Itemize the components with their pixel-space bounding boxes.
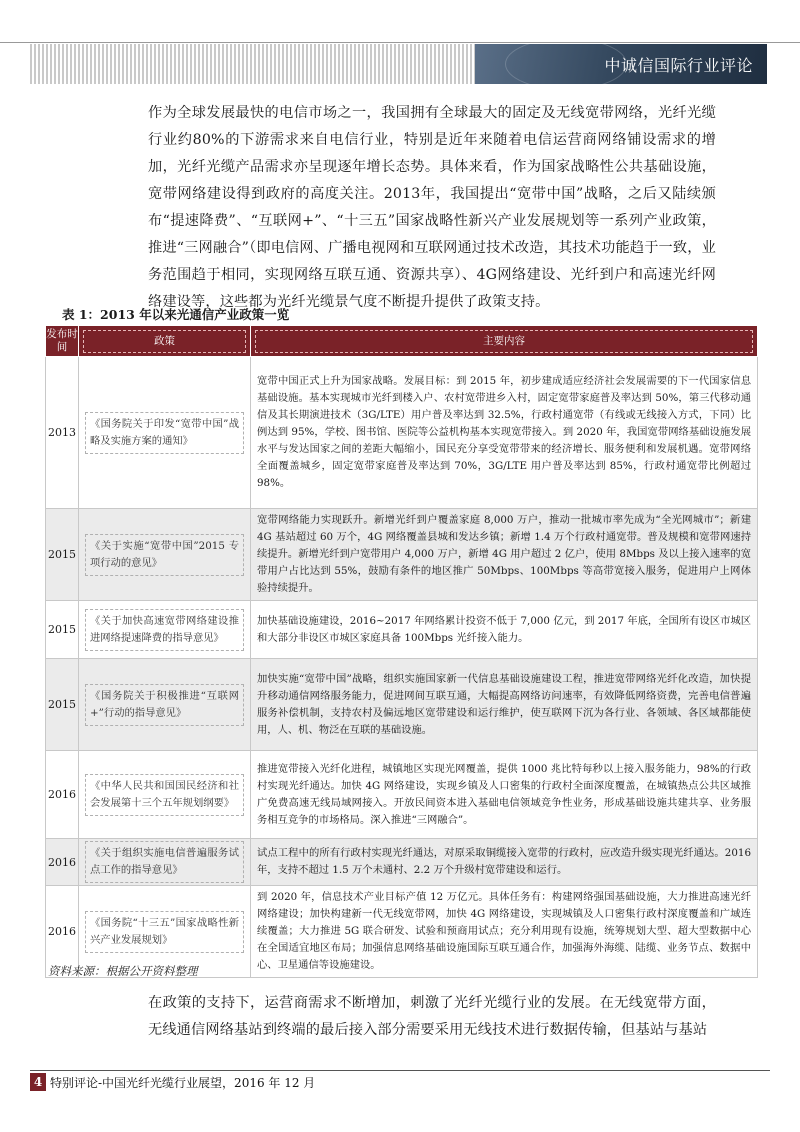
row-content: 加快基础设施建设，2016~2017 年网络累计投资不低于 7,000 亿元，到 2017 年底，全国所有设区市城区和大部分非设区市城区家庭具备 100Mbps 光纤接入能力。 [251, 601, 758, 659]
table-title: 表 1：2013 年以来光通信产业政策一览 [62, 307, 290, 322]
row-policy [79, 751, 251, 839]
header-content [251, 326, 758, 357]
row-content: 加快实施“宽带中国”战略，组织实施国家新一代信息基础设施建设工程，推进宽带网络光纤化改造，加快提升移动通信网络服务能力，促进网间互联互通，大幅提高网络访问速率，有效降低网络资费，完善电信普遍服务补偿机制，支持农村及偏远地区宽带建设和运行维护，使互联网下沉为各行业、各领域、各区域都能使用，人、机、物泛在互联的基础设施。 [251, 659, 758, 751]
row-year: 2013 [46, 357, 79, 509]
table-row [46, 509, 758, 601]
row-year: 2016 [46, 751, 79, 839]
row-content: 试点工程中的所有行政村实现光纤通达，对原采取铜缆接入宽带的行政村，应改造升级实现光纤通达。2016 年，支持不超过 1.5 万个未通村、2.2 万个升级村宽带建设和运行。 [251, 839, 758, 886]
row-policy [79, 659, 251, 751]
table-header-row [46, 326, 758, 357]
row-policy-text: 《关于实施“宽带中国”2015 专项行动的意见》 [85, 534, 244, 576]
row-policy-text: 《国务院关于印发“宽带中国”战略及实施方案的通知》 [85, 412, 244, 454]
footer-text: 特别评论-中国光纤光缆行业展望，2016 年 12 月 [50, 1076, 316, 1090]
row-policy [79, 839, 251, 886]
row-content: 推进宽带接入光纤化进程，城镇地区实现光网覆盖，提供 1000 兆比特每秒以上接入服务能力，98%的行政村实现光纤通达。加快 4G 网络建设，实现乡镇及人口密集的行政村全面深度覆盖，在城镇热点公共区域推广免费高速无线局域网接入。开放民间资本进入基础电信领域竞争性业务，形成基础设施共建共享、业务服务相互竞争的市场格局。深入推进“三网融合”。 [251, 751, 758, 839]
page-number: 4 [30, 1073, 46, 1091]
row-policy [79, 509, 251, 601]
policy-table [45, 325, 758, 978]
header-stripes [30, 44, 475, 84]
header-title: 中诚信国际行业评论 [604, 56, 753, 75]
table-row [46, 751, 758, 839]
source-note: 资料来源：根据公开资料整理 [48, 964, 198, 978]
row-policy-text: 《国务院“十三五”国家战略性新兴产业发展规划》 [85, 911, 244, 953]
row-policy-text: 《关于加快高速宽带网络建设推进网络提速降费的指导意见》 [85, 609, 244, 651]
header-policy-label: 政策 [83, 330, 246, 353]
intro-paragraph: 作为全球发展最快的电信市场之一，我国拥有全球最大的固定及无线宽带网络，光纤光缆行业约80%的下游需求来自电信行业，特别是近年来随着电信运营商网络铺设需求的增加，光纤光缆产品需求亦呈现逐年增长态势。具体来看，作为国家战略性公共基础设施，宽带网络建设得到政府的高度关注。2013年，我国提出“宽带中国”战略，之后又陆续颁布“提速降费”、“互联网+”、“十三五”国家战略性新兴产业发展规划等一系列产业政策，推进“三网融合”（即电信网、广播电视网和互联网通过技术改造，其技术功能趋于一致，业务范围趋于相同，实现网络互联互通、资源共享）、4G网络建设、光纤到户和高速光纤网络建设等，这些都为光纤光缆景气度不断提升提供了政策支持。 [148, 105, 716, 310]
row-year: 2016 [46, 886, 79, 978]
row-year: 2015 [46, 659, 79, 751]
table-row [46, 659, 758, 751]
footer-rule [30, 1070, 770, 1071]
row-policy [79, 601, 251, 659]
row-content: 宽带网络能力实现跃升。新增光纤到户覆盖家庭 8,000 万户，推动一批城市率先成为“全光网城市”；新建 4G 基站超过 60 万个，4G 网络覆盖县城和发达乡镇；新增 1.4 万个行政村通宽带。普及规模和宽带网速持续提升。新增光纤到户宽带用户 4,000 万户，新增 4G 用户超过 2 亿户，使用 8Mbps 及以上接入速率的宽带用户占比达到 55%，鼓励有条件的地区推广 50Mbps、100Mbps 等高带宽接入服务，促进用户上网体验持续提升。 [251, 509, 758, 601]
row-policy-text: 《国务院关于积极推进“互联网+”行动的指导意见》 [85, 684, 244, 726]
table-row [46, 601, 758, 659]
row-policy [79, 357, 251, 509]
header-rule [0, 42, 800, 43]
row-content: 宽带中国正式上升为国家战略。发展目标：到 2015 年，初步建成适应经济社会发展需要的下一代国家信息基础设施。基本实现城市光纤到楼入户、农村宽带进乡入村，固定宽带家庭普及率达到 50%，第三代移动通信及其长期演进技术（3G/LTE）用户普及率达到 32.5%，行政村通宽带（有线或无线接入方式，下同）比例达到 95%，学校、图书馆、医院等公益机构基本实现宽带接入。到 2020 年，我国宽带网络基础设施发展水平与发达国家之间的差距大幅缩小，国民充分享受宽带带来的经济增长、服务便利和发展机遇。宽带网络全面覆盖城乡，固定宽带家庭普及率达到 70%，3G/LTE 用户普及率达到 85%，行政村通宽带比例超过 98%。 [251, 357, 758, 509]
header-banner [475, 44, 767, 84]
header-content-label: 主要内容 [255, 330, 753, 353]
table-row [46, 839, 758, 886]
header-policy [79, 326, 251, 357]
table-row [46, 357, 758, 509]
row-policy-text: 《中华人民共和国国民经济和社会发展第十三个五年规划纲要》 [85, 774, 244, 816]
row-year: 2015 [46, 601, 79, 659]
row-content: 到 2020 年，信息技术产业目标产值 12 万亿元。具体任务有：构建网络强国基础设施，大力推进高速光纤网络建设；加快构建新一代无线宽带网，加快 4G 网络建设，实现城镇及人口密集行政村深度覆盖和广域连续覆盖；大力推进 5G 联合研发、试验和预商用试点；充分利用现有设施，统筹规划大型、超大型数据中心在全国适宜地区布局；加强信息网络基础设施国际互联互通合作，加强海外海缆、陆缆、业务节点、数据中心、卫星通信等设施建设。 [251, 886, 758, 978]
row-year: 2016 [46, 839, 79, 886]
row-policy-text: 《关于组织实施电信普遍服务试点工作的指导意见》 [85, 841, 244, 883]
closing-paragraph: 在政策的支持下，运营商需求不断增加，刺激了光纤光缆行业的发展。在无线宽带方面，无线通信网络基站到终端的最后接入部分需要采用无线技术进行数据传输，但基站与基站 [148, 995, 716, 1038]
row-year: 2015 [46, 509, 79, 601]
header-year: 发布时间 [46, 326, 79, 357]
